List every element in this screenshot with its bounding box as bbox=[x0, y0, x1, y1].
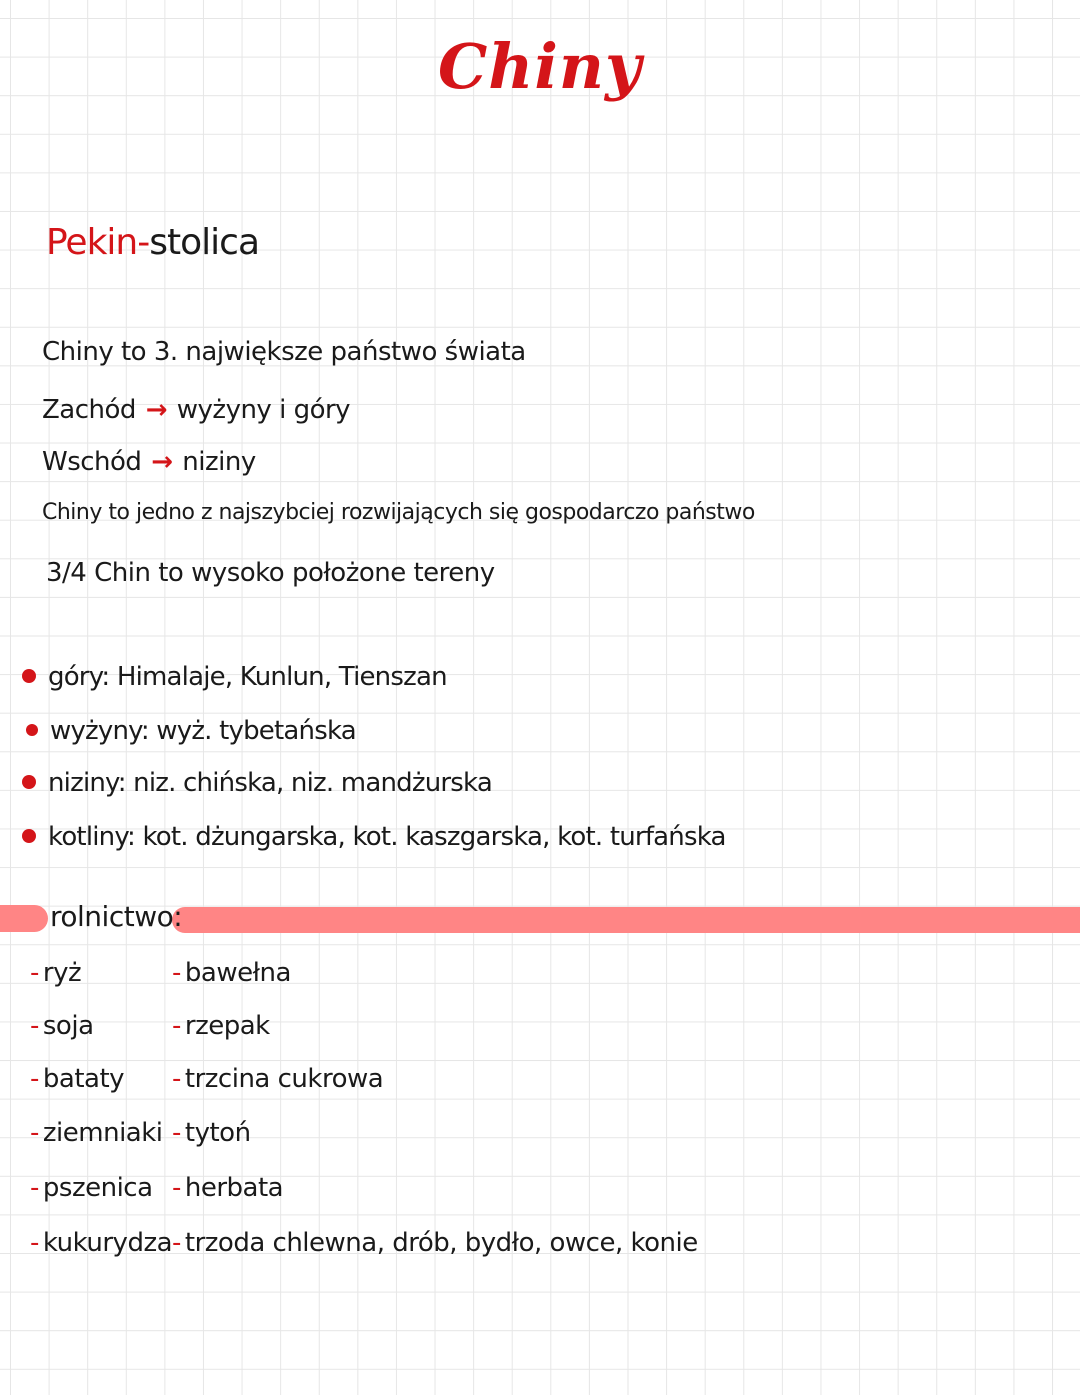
crop-item bbox=[30, 1173, 153, 1203]
crop-name: ryż bbox=[42, 958, 82, 988]
crop-name: soja bbox=[42, 1011, 94, 1041]
landform-text: wyżyny: wyż. tybetańska bbox=[50, 716, 356, 746]
dash: - bbox=[30, 1064, 39, 1094]
crop-item bbox=[30, 1011, 94, 1041]
landform-text: góry: Himalaje, Kunlun, Tienszan bbox=[48, 662, 447, 692]
crop-name: ziemniaki bbox=[42, 1118, 163, 1148]
fact-size: Chiny to 3. największe państwo świata bbox=[42, 337, 526, 367]
crop-item bbox=[30, 1118, 163, 1148]
landform-item bbox=[22, 822, 726, 852]
dash: - bbox=[172, 1173, 181, 1203]
dash: - bbox=[172, 958, 181, 988]
capital-label: stolica bbox=[149, 222, 260, 263]
landform-text: kotliny: kot. dżungarska, kot. kaszgarska, kot. turfańska bbox=[48, 822, 726, 852]
crop-item bbox=[172, 1173, 283, 1203]
crop-item bbox=[172, 1064, 383, 1094]
crop-name: tytoń bbox=[184, 1118, 251, 1148]
fact-terrain: 3/4 Chin to wysoko położone tereny bbox=[46, 558, 495, 588]
crop-item bbox=[172, 958, 291, 988]
fact-west-value: wyżyny i góry bbox=[176, 395, 351, 425]
crop-item bbox=[30, 1228, 172, 1258]
bullet-dot-icon bbox=[26, 724, 38, 736]
crop-name: bawełna bbox=[184, 958, 291, 988]
crop-item bbox=[172, 1228, 698, 1258]
dash: - bbox=[30, 1118, 39, 1148]
capital-city: Pekin bbox=[46, 222, 138, 263]
fact-west-label: Zachód bbox=[42, 395, 136, 425]
fact-west bbox=[42, 395, 350, 425]
crop-item bbox=[30, 958, 81, 988]
dash: - bbox=[30, 1011, 39, 1041]
fact-economy: Chiny to jedno z najszybciej rozwijających się gospodarczo państwo bbox=[42, 500, 755, 525]
page-title: Chiny bbox=[437, 30, 643, 103]
landform-item bbox=[22, 662, 447, 692]
bullet-dot-icon bbox=[22, 775, 36, 789]
highlight-marker-left bbox=[0, 905, 48, 932]
dash: - bbox=[30, 958, 39, 988]
crop-name: trzoda chlewna, drób, bydło, owce, konie bbox=[184, 1228, 698, 1258]
fact-east-value: niziny bbox=[182, 447, 256, 477]
dash: - bbox=[172, 1228, 181, 1258]
capital-separator: - bbox=[137, 222, 150, 263]
crop-name: bataty bbox=[42, 1064, 125, 1094]
dash: - bbox=[172, 1118, 181, 1148]
landform-item bbox=[22, 768, 492, 798]
landform-item bbox=[26, 716, 356, 746]
crop-item bbox=[172, 1118, 251, 1148]
crop-item bbox=[30, 1064, 124, 1094]
crop-name: kukurydza bbox=[42, 1228, 173, 1258]
capital-line bbox=[46, 222, 259, 263]
dash: - bbox=[30, 1228, 39, 1258]
crop-item bbox=[172, 1011, 270, 1041]
agriculture-heading: rolnictwo: bbox=[50, 900, 183, 933]
landform-text: niziny: niz. chińska, niz. mandżurska bbox=[48, 768, 492, 798]
dash: - bbox=[30, 1173, 39, 1203]
crop-name: rzepak bbox=[184, 1011, 270, 1041]
highlight-marker-right bbox=[172, 907, 1080, 933]
dash: - bbox=[172, 1064, 181, 1094]
arrow-right-icon: → bbox=[151, 447, 173, 477]
crop-name: trzcina cukrowa bbox=[184, 1064, 384, 1094]
dash: - bbox=[172, 1011, 181, 1041]
bullet-dot-icon bbox=[22, 829, 36, 843]
crop-name: herbata bbox=[184, 1173, 284, 1203]
bullet-dot-icon bbox=[22, 669, 36, 683]
crop-name: pszenica bbox=[42, 1173, 153, 1203]
fact-east-label: Wschód bbox=[42, 447, 142, 477]
arrow-right-icon: → bbox=[145, 395, 167, 425]
fact-east bbox=[42, 447, 256, 477]
